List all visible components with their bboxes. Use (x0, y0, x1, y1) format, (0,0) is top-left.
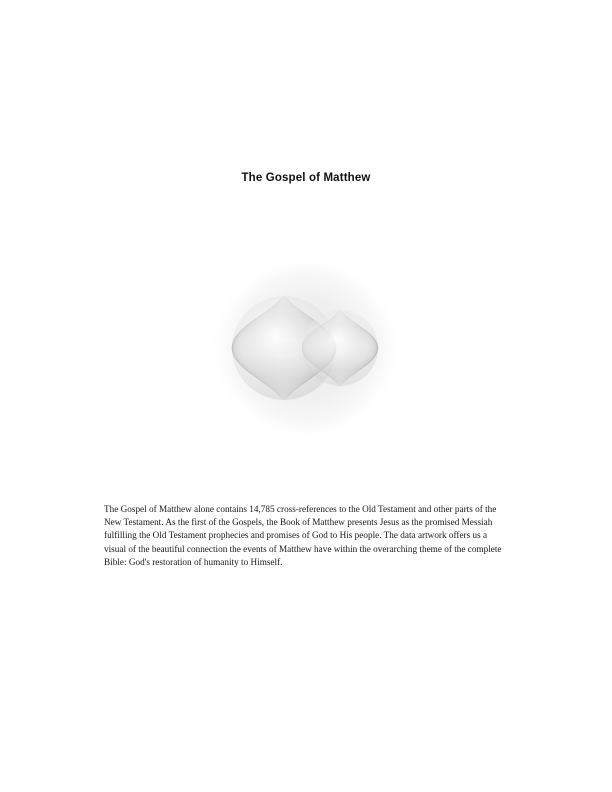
cross-reference-arc-diagram (206, 248, 406, 448)
caption-paragraph: The Gospel of Matthew alone contains 14,785 cross-references to the Old Testament and other parts of the New Testament. As the first of the Gospels, the Book of Matthew presents Jesus as the promised Messiah fulfilling the Old Testament prophecies and promises of God to His people. The data artwork offers us a visual of the beautiful connection the events of Matthew have within the overarching theme of the complete Bible: God's restoration of humanity to Himself. (104, 504, 502, 567)
page-title: The Gospel of Matthew (241, 172, 371, 184)
right-lobe-shade (302, 310, 378, 386)
arc-diagram-svg (206, 248, 406, 448)
